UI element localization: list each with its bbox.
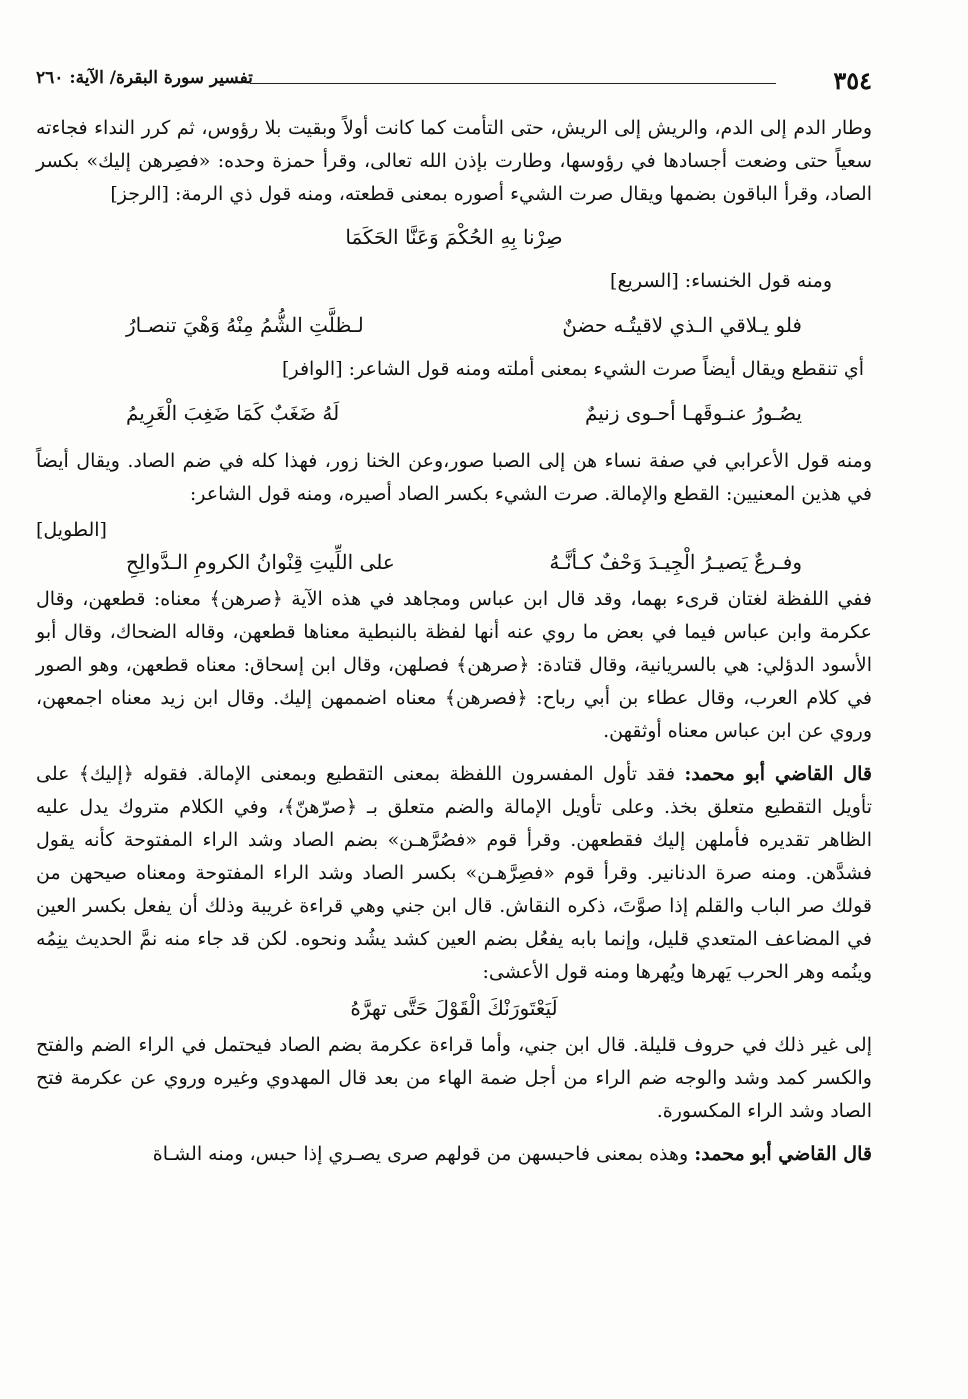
verse-hemistich-first: يصُـورُ عنـوقَهـا أحـوى زنيمٌ	[584, 401, 802, 425]
verse-hemistich-first: فلو يـلاقي الـذي لاقيتُـه حضنٌ	[562, 313, 802, 337]
paragraph-2: ومنه قول الخنساء: [السريع]	[610, 270, 832, 292]
verse-khansa	[36, 303, 872, 347]
paragraph-7: إلى غير ذلك في حروف قليلة. قال ابن جني، وأما قراءة عكرمة بضم الصاد فيحتمل في الراء الضم والفتح والكسر كمد وشد والوجه ضم الراء من أجل ضمة الهاء من بعد قال المهدوي وغيره وروي عن عكرمة فتح الصاد وشد الراء المكسورة.	[36, 1034, 872, 1122]
running-title: تفسير سورة البقرة/ الآية: ٢٦٠	[36, 68, 253, 88]
verse-aasha: لَيَعْتَورَنْكَ الْقَوْلَ حَتَّى تهرَّهُ	[350, 996, 558, 1020]
paragraph-lead: قال القاضي أبو محمد:	[694, 1143, 872, 1165]
paragraph-text: وهذه بمعنى فاحبسهن من قولهم صرى يصـري إذا حبس، ومنه الشـاة	[152, 1143, 695, 1165]
verse-hemistich-second: لـظلَّتِ الشُّمُ مِنْهُ وَهْيَ تنصـارُ	[126, 313, 364, 337]
page-number: ٣٥٤	[833, 66, 872, 95]
paragraph-8	[36, 1138, 872, 1171]
verse-dhul-rumma: صِرْنا بِهِ الحُكْمَ وَعَنَّا الحَكَمَا	[345, 225, 563, 249]
verse-wafir	[36, 391, 872, 435]
header-rule	[250, 83, 776, 84]
paragraph-5: ففي اللفظة لغتان قرىء بهما، وقد قال ابن عباس ومجاهد في هذه الآية ﴿صرهن﴾ معناه: قطعهن، وقال عكرمة وابن عباس فيما في بعض ما روي عنه أنها لفظة بالنبطية معناها قطعهن، وقاله الضحاك، وقال أبو الأسود الدؤلي: هي بالسريانية، وقال قتادة: ﴿صرهن﴾ فصلهن، وقال ابن إسحاق: معناه قطعهن، وهو الصور في كلام العرب، وقال عطاء بن أبي رباح: ﴿فصرهن﴾ معناه اضممهن إليك. وقال ابن زيد معناه اجمعهن، وروي عن ابن عباس معناه أوثقهن.	[36, 588, 872, 742]
page-header	[36, 62, 872, 98]
paragraph-text: فقد تأول المفسرون اللفظة بمعنى التقطيع وبمعنى الإمالة. فقوله ﴿إليك﴾ على تأويل التقطيع متعلق بخذ. وعلى تأويل الإمالة والضم متعلق بـ ﴿صرّهنّ﴾، وفي الكلام متروك يدل عليه الظاهر تقديره فأملهن إليك فقطعهن. وقرأ قوم «فصُرَّهـن» بضم الصاد وشد الراء المفتوحة كأنه يقول فشدَّهن. ومنه صرة الدنانير. وقرأ قوم «فصِرَّهـن» بكسر الصاد وشد الراء المفتوحة ومعناه صيحهن من قولك صر الباب والقلم إذا صوَّتَ، ذكره النقاش. قال ابن جني وهي قراءة غريبة وذلك أن يفعل بكسر العين في المضاعف المتعدي قليل، وإنما بابه يفعُل بضم العين كشد يشُد ونحوه. لكن قد جاء منه نمَّ الحديث ينِمُه وينُمه وهر الحرب يَهرها ويُهرها ومنه قول الأعشى:	[36, 763, 873, 983]
verse-hemistich-first: وفـرعٌ يَصيـرُ الْجِيـدَ وَحْفٌ كـأنَّـهُ	[549, 550, 802, 574]
verse-hemistich-second: على اللِّيتِ قِنْوانُ الكرومِ الـدَّوالِحِ	[126, 550, 395, 574]
paragraph-3: أي تنقطع ويقال أيضاً صرت الشيء بمعنى أملته ومنه قول الشاعر: [الوافر]	[282, 358, 864, 380]
paragraph-4: ومنه قول الأعرابي في صفة نساء هن إلى الصبا صور،وعن الخنا زور، فهذا كله في ضم الصاد. ويقال أيضاً في هذين المعنيين: القطع والإمالة. صرت الشيء بكسر الصاد أصيره، ومنه قول الشاعر:	[36, 450, 872, 505]
meter-label: [الطويل]	[36, 519, 107, 541]
verse-tawil	[36, 545, 872, 579]
paragraph-6	[36, 758, 872, 989]
paragraph-1: وطار الدم إلى الدم، والريش إلى الريش، حتى التأمت كما كانت أولاً وبقيت بلا رؤوس، ثم كرر النداء فجاءته سعياً حتى وضعت أجسادها في رؤوسها، وطارت بإذن الله تعالى، وقرأ حمزة وحده: «فصِرهن إليك» بكسر الصاد، وقرأ الباقون بضمها ويقال صرت الشيء أصوره بمعنى قطعته، ومنه قول ذي الرمة: [الرجز]	[36, 117, 872, 205]
verse-hemistich-second: لَهُ ضَغَبٌ كَمَا ضَغِبَ الْغَرِيمُ	[126, 401, 340, 425]
page-body	[36, 112, 872, 1175]
paragraph-lead: قال القاضي أبو محمد:	[684, 763, 872, 785]
